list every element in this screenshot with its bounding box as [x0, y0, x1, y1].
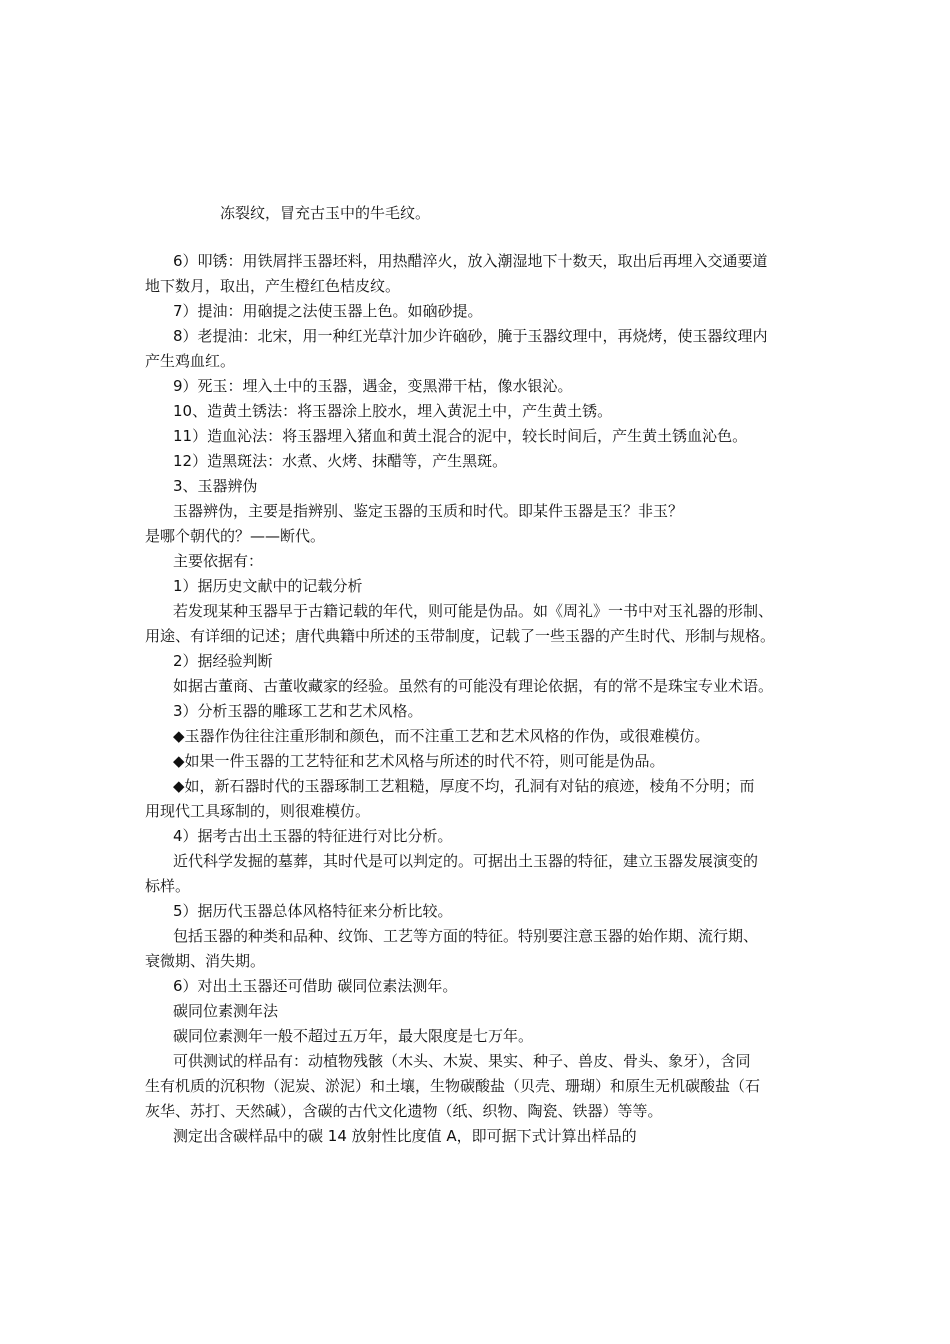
text-line: 灰华、苏打、天然碱），含碳的古代文化遗物（纸、织物、陶瓷、铁器）等等。	[145, 1102, 663, 1120]
text-line: 地下数月，取出，产生橙红色桔皮纹。	[145, 277, 401, 295]
text-line: 10、造黄土锈法：将玉器涂上胶水，埋入黄泥土中，产生黄土锈。	[173, 402, 613, 420]
text-line: 衰微期、消失期。	[145, 952, 266, 970]
text-line: 包括玉器的种类和品种、纹饰、工艺等方面的特征。特别要注意玉器的始作期、流行期、	[173, 927, 759, 945]
text-line: 如据古董商、古董收藏家的经验。虽然有的可能没有理论依据，有的常不是珠宝专业术语。	[173, 677, 774, 695]
text-line: 冻裂纹，冒充古玉中的牛毛纹。	[220, 204, 431, 222]
bullet-line: ◆玉器作伪往往注重形制和颜色，而不注重工艺和艺术风格的作伪，或很难模仿。	[173, 727, 710, 745]
text-line: 3）分析玉器的雕琢工艺和艺术风格。	[173, 702, 423, 720]
text-line: 玉器辨伪，主要是指辨别、鉴定玉器的玉质和时代。即某件玉器是玉？非玉？	[173, 502, 684, 520]
text-line: 测定出含碳样品中的碳 14 放射性比度值 A，即可据下式计算出样品的	[173, 1127, 637, 1145]
text-line: 1）据历史文献中的记载分析	[173, 577, 363, 595]
text-line: 6）对出土玉器还可借助 碳同位素法测年。	[173, 977, 458, 995]
text-line: 标样。	[145, 877, 191, 895]
text-line: 生有机质的沉积物（泥炭、淤泥）和土壤，生物碳酸盐（贝壳、珊瑚）和原生无机碳酸盐（石	[145, 1077, 761, 1095]
section-heading: 3、玉器辨伪	[173, 477, 258, 495]
text-line: 7）提油：用硇提之法使玉器上色。如硇砂提。	[173, 302, 483, 320]
text-line: 5）据历代玉器总体风格特征来分析比较。	[173, 902, 453, 920]
bullet-line: ◆如果一件玉器的工艺特征和艺术风格与所述的时代不符，则可能是伪品。	[173, 752, 665, 770]
text-line: 6）叩锈：用铁屑拌玉器坯料，用热醋淬火，放入潮湿地下十数天，取出后再埋入交通要道	[173, 252, 768, 270]
text-line: 主要依据有：	[173, 552, 264, 570]
bullet-line: ◆如，新石器时代的玉器琢制工艺粗糙，厚度不均，孔洞有对钻的痕迹，棱角不分明；而	[173, 777, 755, 795]
text-line: 是哪个朝代的？——断代。	[145, 527, 326, 545]
text-line: 碳同位素测年法	[173, 1002, 279, 1020]
text-line: 8）老提油：北宋，用一种红光草汁加少许硇砂，腌于玉器纹理中，再烧烤，使玉器纹理内	[173, 327, 768, 345]
text-line: 11）造血沁法：将玉器埋入猪血和黄土混合的泥中，较长时间后，产生黄土锈血沁色。	[173, 427, 748, 445]
text-line: 12）造黑斑法：水煮、火烤、抹醋等，产生黑斑。	[173, 452, 508, 470]
text-line: 碳同位素测年一般不超过五万年，最大限度是七万年。	[173, 1027, 534, 1045]
text-line: 2）据经验判断	[173, 652, 273, 670]
text-line: 近代科学发掘的墓葬，其时代是可以判定的。可据出土玉器的特征，建立玉器发展演变的	[173, 852, 759, 870]
text-line: 用途、有详细的记述；唐代典籍中所述的玉带制度，记载了一些玉器的产生时代、形制与规格。	[145, 627, 776, 645]
text-line: 9）死玉：埋入土中的玉器，遇金，变黑滞干枯，像水银沁。	[173, 377, 573, 395]
text-line: 产生鸡血红。	[145, 352, 236, 370]
text-line: 4）据考古出土玉器的特征进行对比分析。	[173, 827, 453, 845]
text-line: 若发现某种玉器早于古籍记载的年代，则可能是伪品。如《周礼》一书中对玉礼器的形制、	[173, 602, 774, 620]
text-line: 可供测试的样品有：动植物残骸（木头、木炭、果实、种子、兽皮、骨头、象牙），含同	[173, 1052, 751, 1070]
text-line: 用现代工具琢制的，则很难模仿。	[145, 802, 371, 820]
